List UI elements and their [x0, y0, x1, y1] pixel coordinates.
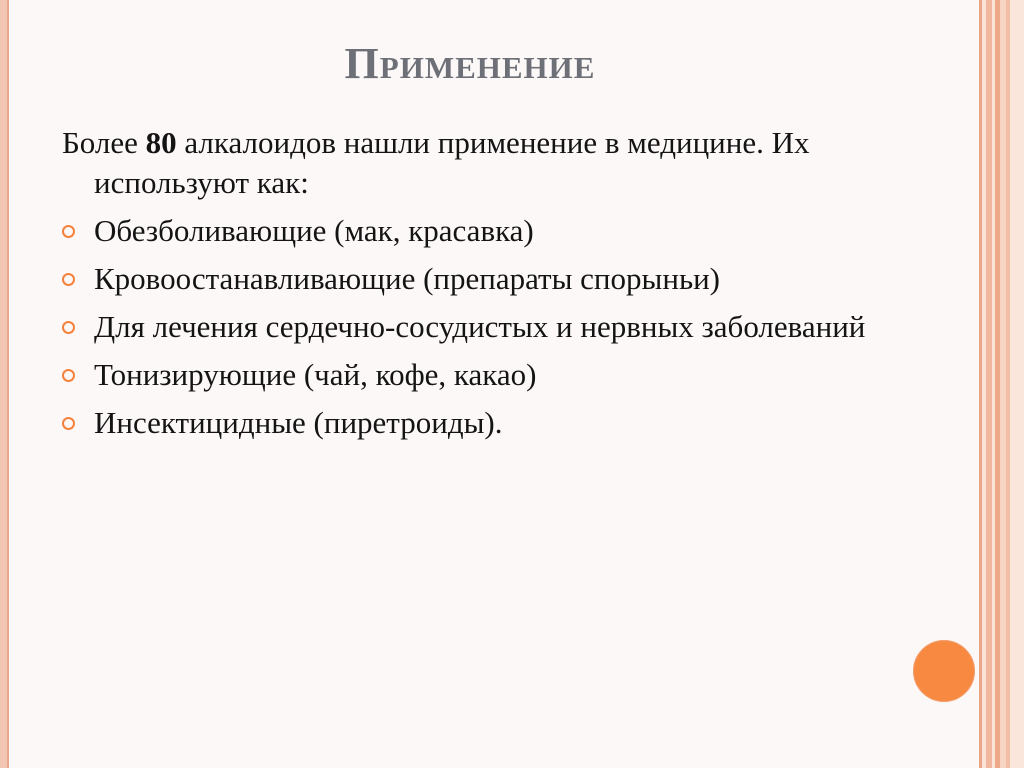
list-item [62, 403, 962, 443]
decorative-circle-icon [913, 640, 975, 702]
bullet-circle-icon [62, 225, 75, 238]
slide-body [62, 123, 962, 451]
intro-number: 80 [145, 125, 177, 160]
bullet-text: Тонизирующие (чай, кофе, какао) [94, 357, 537, 392]
list-item [62, 307, 962, 347]
intro-paragraph [62, 123, 962, 203]
bullet-text: Инсектицидные (пиретроиды). [94, 405, 503, 440]
bullet-circle-icon [62, 273, 75, 286]
decorative-stripe [1010, 0, 1024, 768]
bullet-text: Обезболивающие (мак, красавка) [94, 213, 534, 248]
intro-text-before: Более [62, 125, 146, 160]
list-item [62, 259, 962, 299]
slide-title: Применение [344, 39, 596, 88]
bullet-circle-icon [62, 417, 75, 430]
bullet-circle-icon [62, 369, 75, 382]
bullet-circle-icon [62, 321, 75, 334]
bullet-text: Кровоостанавливающие (препараты спорыньи) [94, 261, 720, 296]
intro-text-after: алкалоидов нашли применение в медицине. Их используют как: [94, 125, 810, 200]
bullet-list [62, 211, 962, 443]
list-item [62, 211, 962, 251]
list-item [62, 355, 962, 395]
bullet-text: Для лечения сердечно-сосудистых и нервных заболеваний [94, 309, 866, 344]
